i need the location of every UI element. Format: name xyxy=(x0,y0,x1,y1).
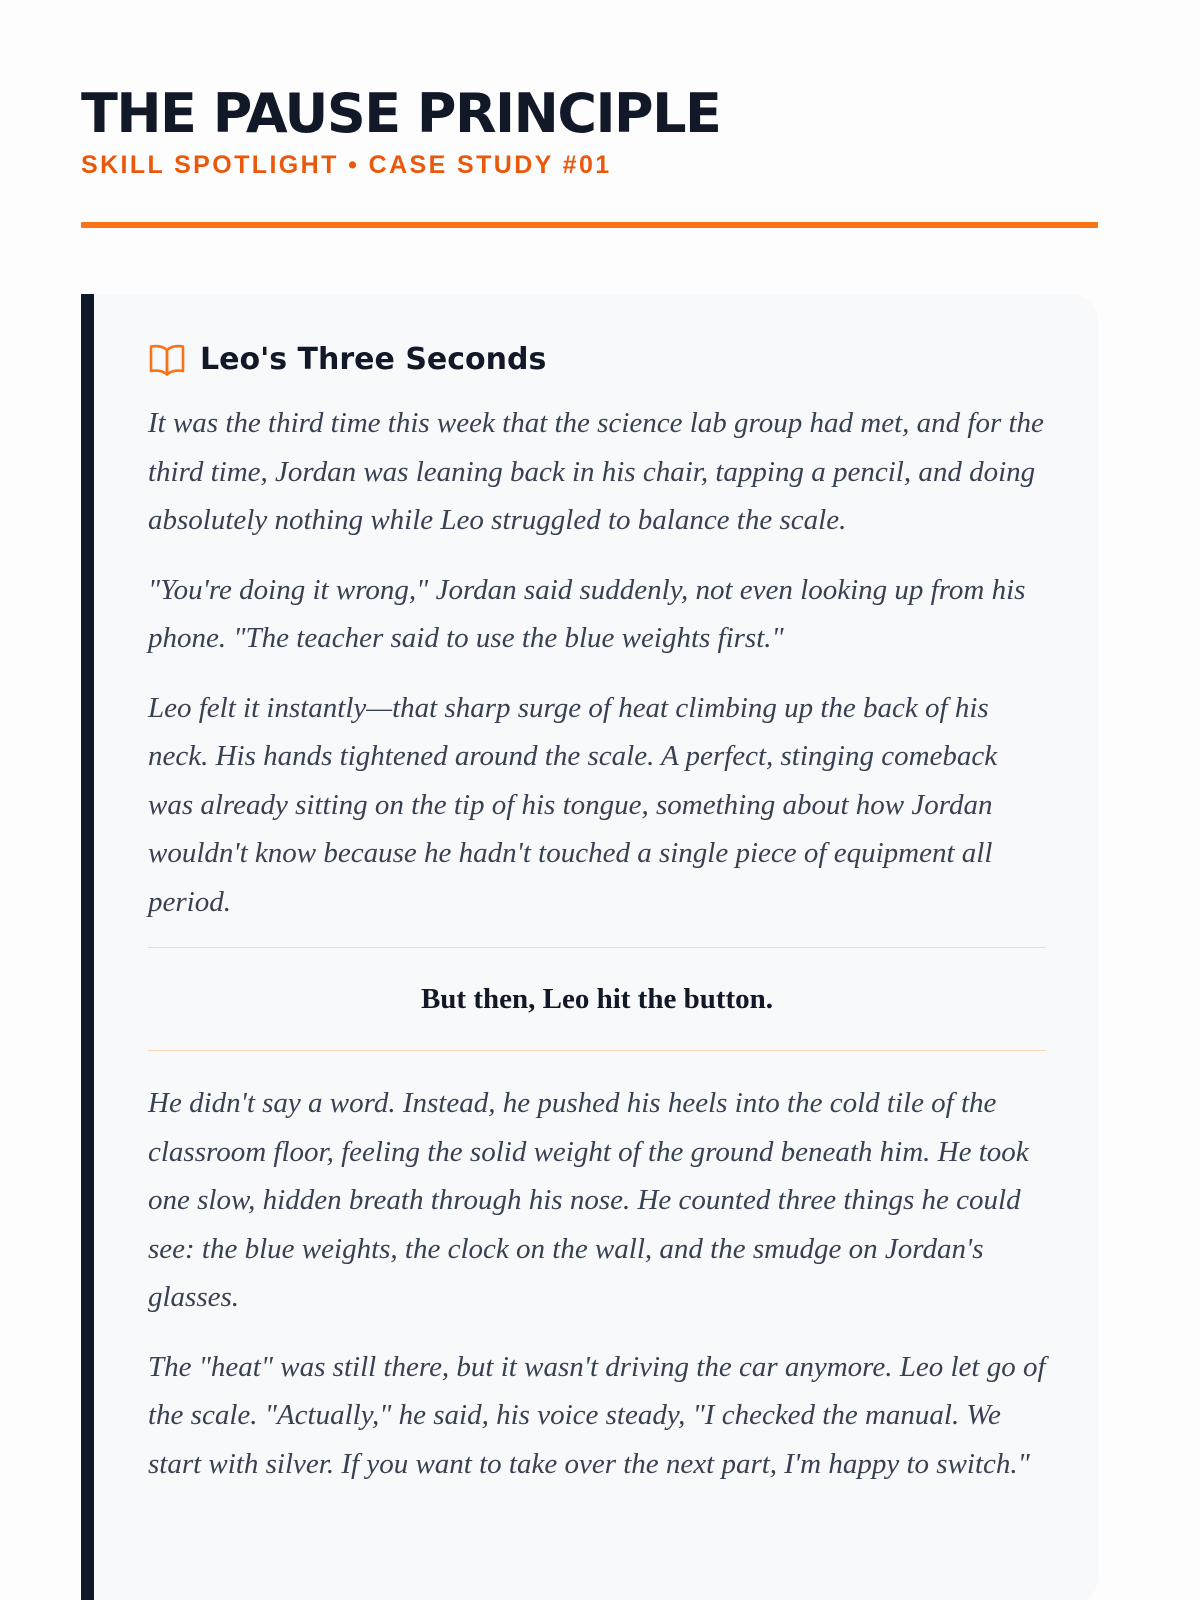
story-paragraph-3: Leo felt it instantly—that sharp surge of heat climbing up the back of his neck. His hands tightened around the scale. A perfect, stinging comeback was already sitting on the tip of his tongue, something about how Jordan wouldn't know because he hadn't touched a single piece of equipment all period. xyxy=(148,691,998,918)
book-open-icon xyxy=(148,343,186,377)
header xyxy=(81,0,1098,228)
story-paragraph-1: It was the third time this week that the science lab group had met, and for the third time, Jordan was leaning back in his chair, tapping a pencil, and doing absolutely nothing while Leo struggled to balance the scale. xyxy=(148,407,1044,536)
page-title: THE PAUSE PRINCIPLE xyxy=(81,82,721,145)
story-title: Leo's Three Seconds xyxy=(200,342,547,377)
story-paragraph-5: The "heat" was still there, but it wasn't driving the car anymore. Leo let go of the scale. "Actually," he said, his voice steady, "I checked the manual. We start with silver. If you want to take over the next part, I'm happy to switch." xyxy=(148,1350,1046,1480)
story-card xyxy=(81,294,1098,1600)
story-callout: But then, Leo hit the button. xyxy=(420,983,774,1015)
story-header xyxy=(148,342,1046,377)
page-subtitle: SKILL SPOTLIGHT • CASE STUDY #01 xyxy=(81,151,612,179)
header-rule xyxy=(81,222,1098,228)
story-paragraph-2: "You're doing it wrong," Jordan said suddenly, not even looking up from his phone. "The teacher said to use the blue weights first." xyxy=(148,573,1026,654)
story-paragraph-4: He didn't say a word. Instead, he pushed his heels into the cold tile of the classroom floor, feeling the solid weight of the ground beneath him. He took one slow, hidden breath through his nose. He counted three things he could see: the blue weights, the clock on the wall, and the smudge on Jordan's glasses. xyxy=(148,1087,1029,1313)
callout-divider-bottom xyxy=(148,1050,1046,1051)
